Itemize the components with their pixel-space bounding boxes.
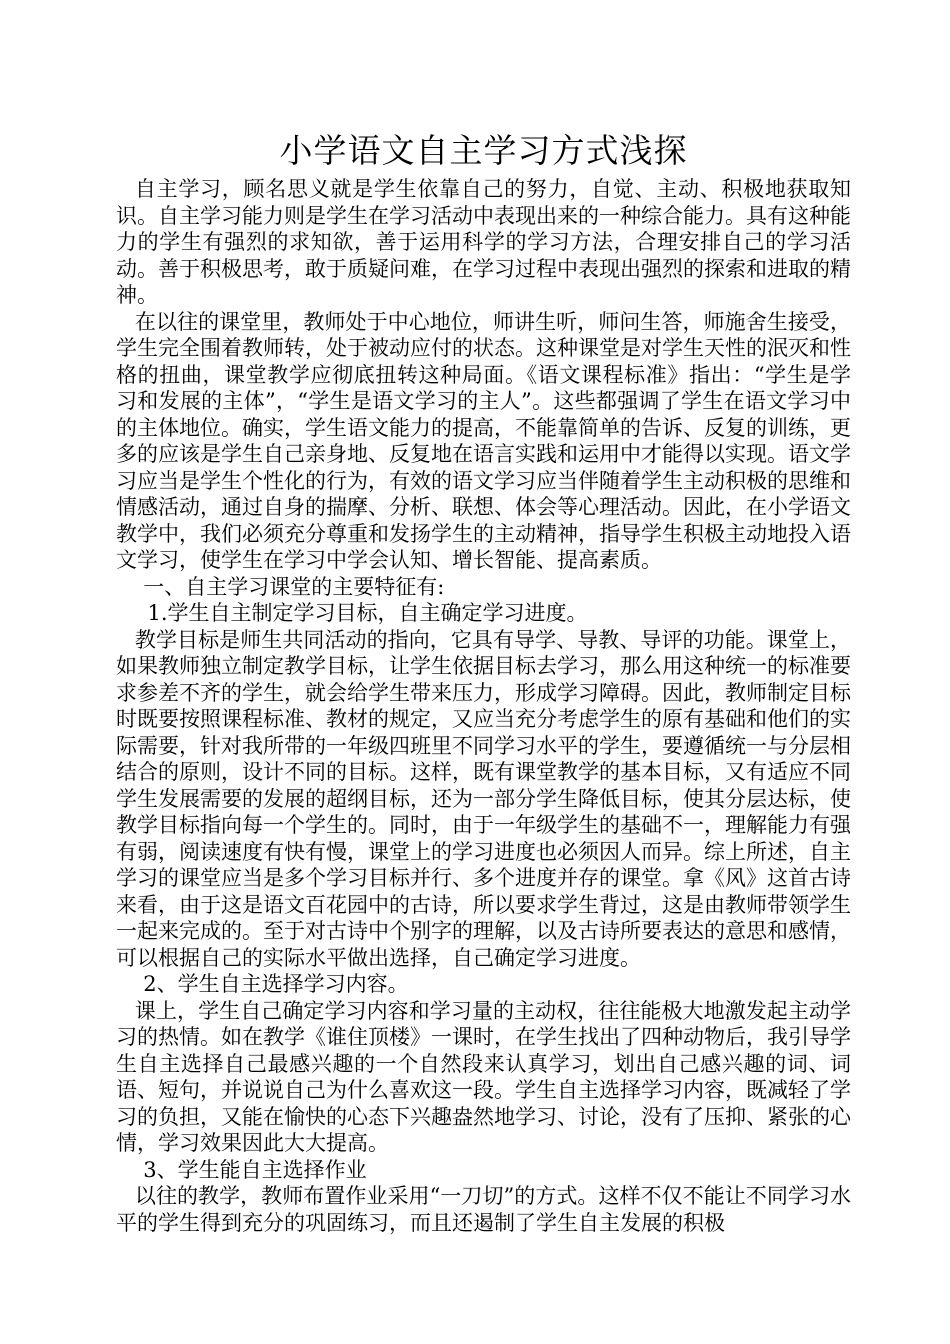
subheading-goals: 1.学生自主制定学习目标，自主确定学习进度。 (147, 601, 588, 625)
paragraph-content: 课上，学生自己确定学习内容和学习量的主动权，往往能极大地激发起主动学习的热情。如在教学《谁住顶楼》一课时，在学生找出了四种动物后，我引导学生自主选择自己最感兴趣的一个自然段来认真学习，划出自己感兴趣的词、词语、短句，并说说自己为什么喜欢这一段。学生自主选择学习内容，既减轻了学习的负担，又能在愉快的心态下兴趣盎然地学习、讨论，没有了压抑、紧张的心情，学习效果因此大大提高。 (116, 998, 851, 1155)
document-title: 小学语文自主学习方式浅探 (279, 131, 688, 170)
section-heading-features: 一、自主学习课堂的主要特征有: (143, 574, 445, 599)
paragraph-homework: 以往的教学，教师布置作业采用“一刀切”的方式。这样不仅不能让不同学习水平的学生得到充分的巩固练习，而且还遏制了学生自主发展的积极 (116, 1184, 851, 1235)
subheading-homework: 3、学生能自主选择作业 (143, 1157, 367, 1182)
paragraph-background: 在以往的课堂里，教师处于中心地位，师讲生听，师问生答，师施舍生接受，学生完全围着教师转，处于被动应付的状态。这种课堂是对学生天性的泯灭和性格的扭曲，课堂教学应彻底扭转这种局面。《语文课程标准》指出：“学生是学习和发展的主体”，“学生是语文学习的主人”。这些都强调了学生在语文学习中的主体地位。确实，学生语文能力的提高，不能靠简单的告诉、反复的训练，更多的应该是学生自己亲身地、反复地在语言实践和运用中才能得以实现。语文学习应当是学生个性化的行为，有效的语文学习应当伴随着学生主动积极的思维和情感活动，通过自身的揣摩、分析、联想、体会等心理活动。因此，在小学语文教学中，我们必须充分尊重和发扬学生的主动精神，指导学生积极主动地投入语文学习，使学生在学习中学会认知、增长智能、提高素质。 (116, 309, 851, 572)
document-page (116, 128, 851, 1236)
paragraph-goals: 教学目标是师生共同活动的指向，它具有导学、导教、导评的功能。课堂上，如果教师独立制定教学目标，让学生依据目标去学习，那么用这种统一的标准要求参差不齐的学生，就会给学生带来压力，形成学习障碍。因此，教师制定目标时既要按照课程标准、教材的规定，又应当充分考虑学生的原有基础和他们的实际需要，针对我所带的一年级四班里不同学习水平的学生，要遵循统一与分层相结合的原则，设计不同的目标。这样，既有课堂教学的基本目标，又有适应不同学生发展需要的发展的超纲目标，还为一部分学生降低目标，使其分层达标，使教学目标指向每一个学生的。同时，由于一年级学生的基础不一，理解能力有强有弱，阅读速度有快有慢，课堂上的学习进度也必须因人而异。综上所述，自主学习的课堂应当是多个学习目标并行、多个进度并存的课堂。拿《风》这首古诗来看，由于这是语文百花园中的古诗，所以要求学生背过，这是由教师带领学生一起来完成的。至于对古诗中个别字的理解，以及古诗所要表达的意思和感情，可以根据自己的实际水平做出选择，自己确定学习进度。 (116, 627, 851, 970)
subheading-content: 2、学生自主选择学习内容。 (143, 972, 409, 996)
paragraph-intro: 自主学习，顾名思义就是学生依靠自己的努力，自觉、主动、积极地获取知识。自主学习能力则是学生在学习活动中表现出来的一种综合能力。具有这种能力的学生有强烈的求知欲，善于运用科学的学习方法，合理安排自己的学习活动。善于积极思考，敢于质疑问难，在学习过程中表现出强烈的探索和进取的精神。 (116, 177, 851, 307)
